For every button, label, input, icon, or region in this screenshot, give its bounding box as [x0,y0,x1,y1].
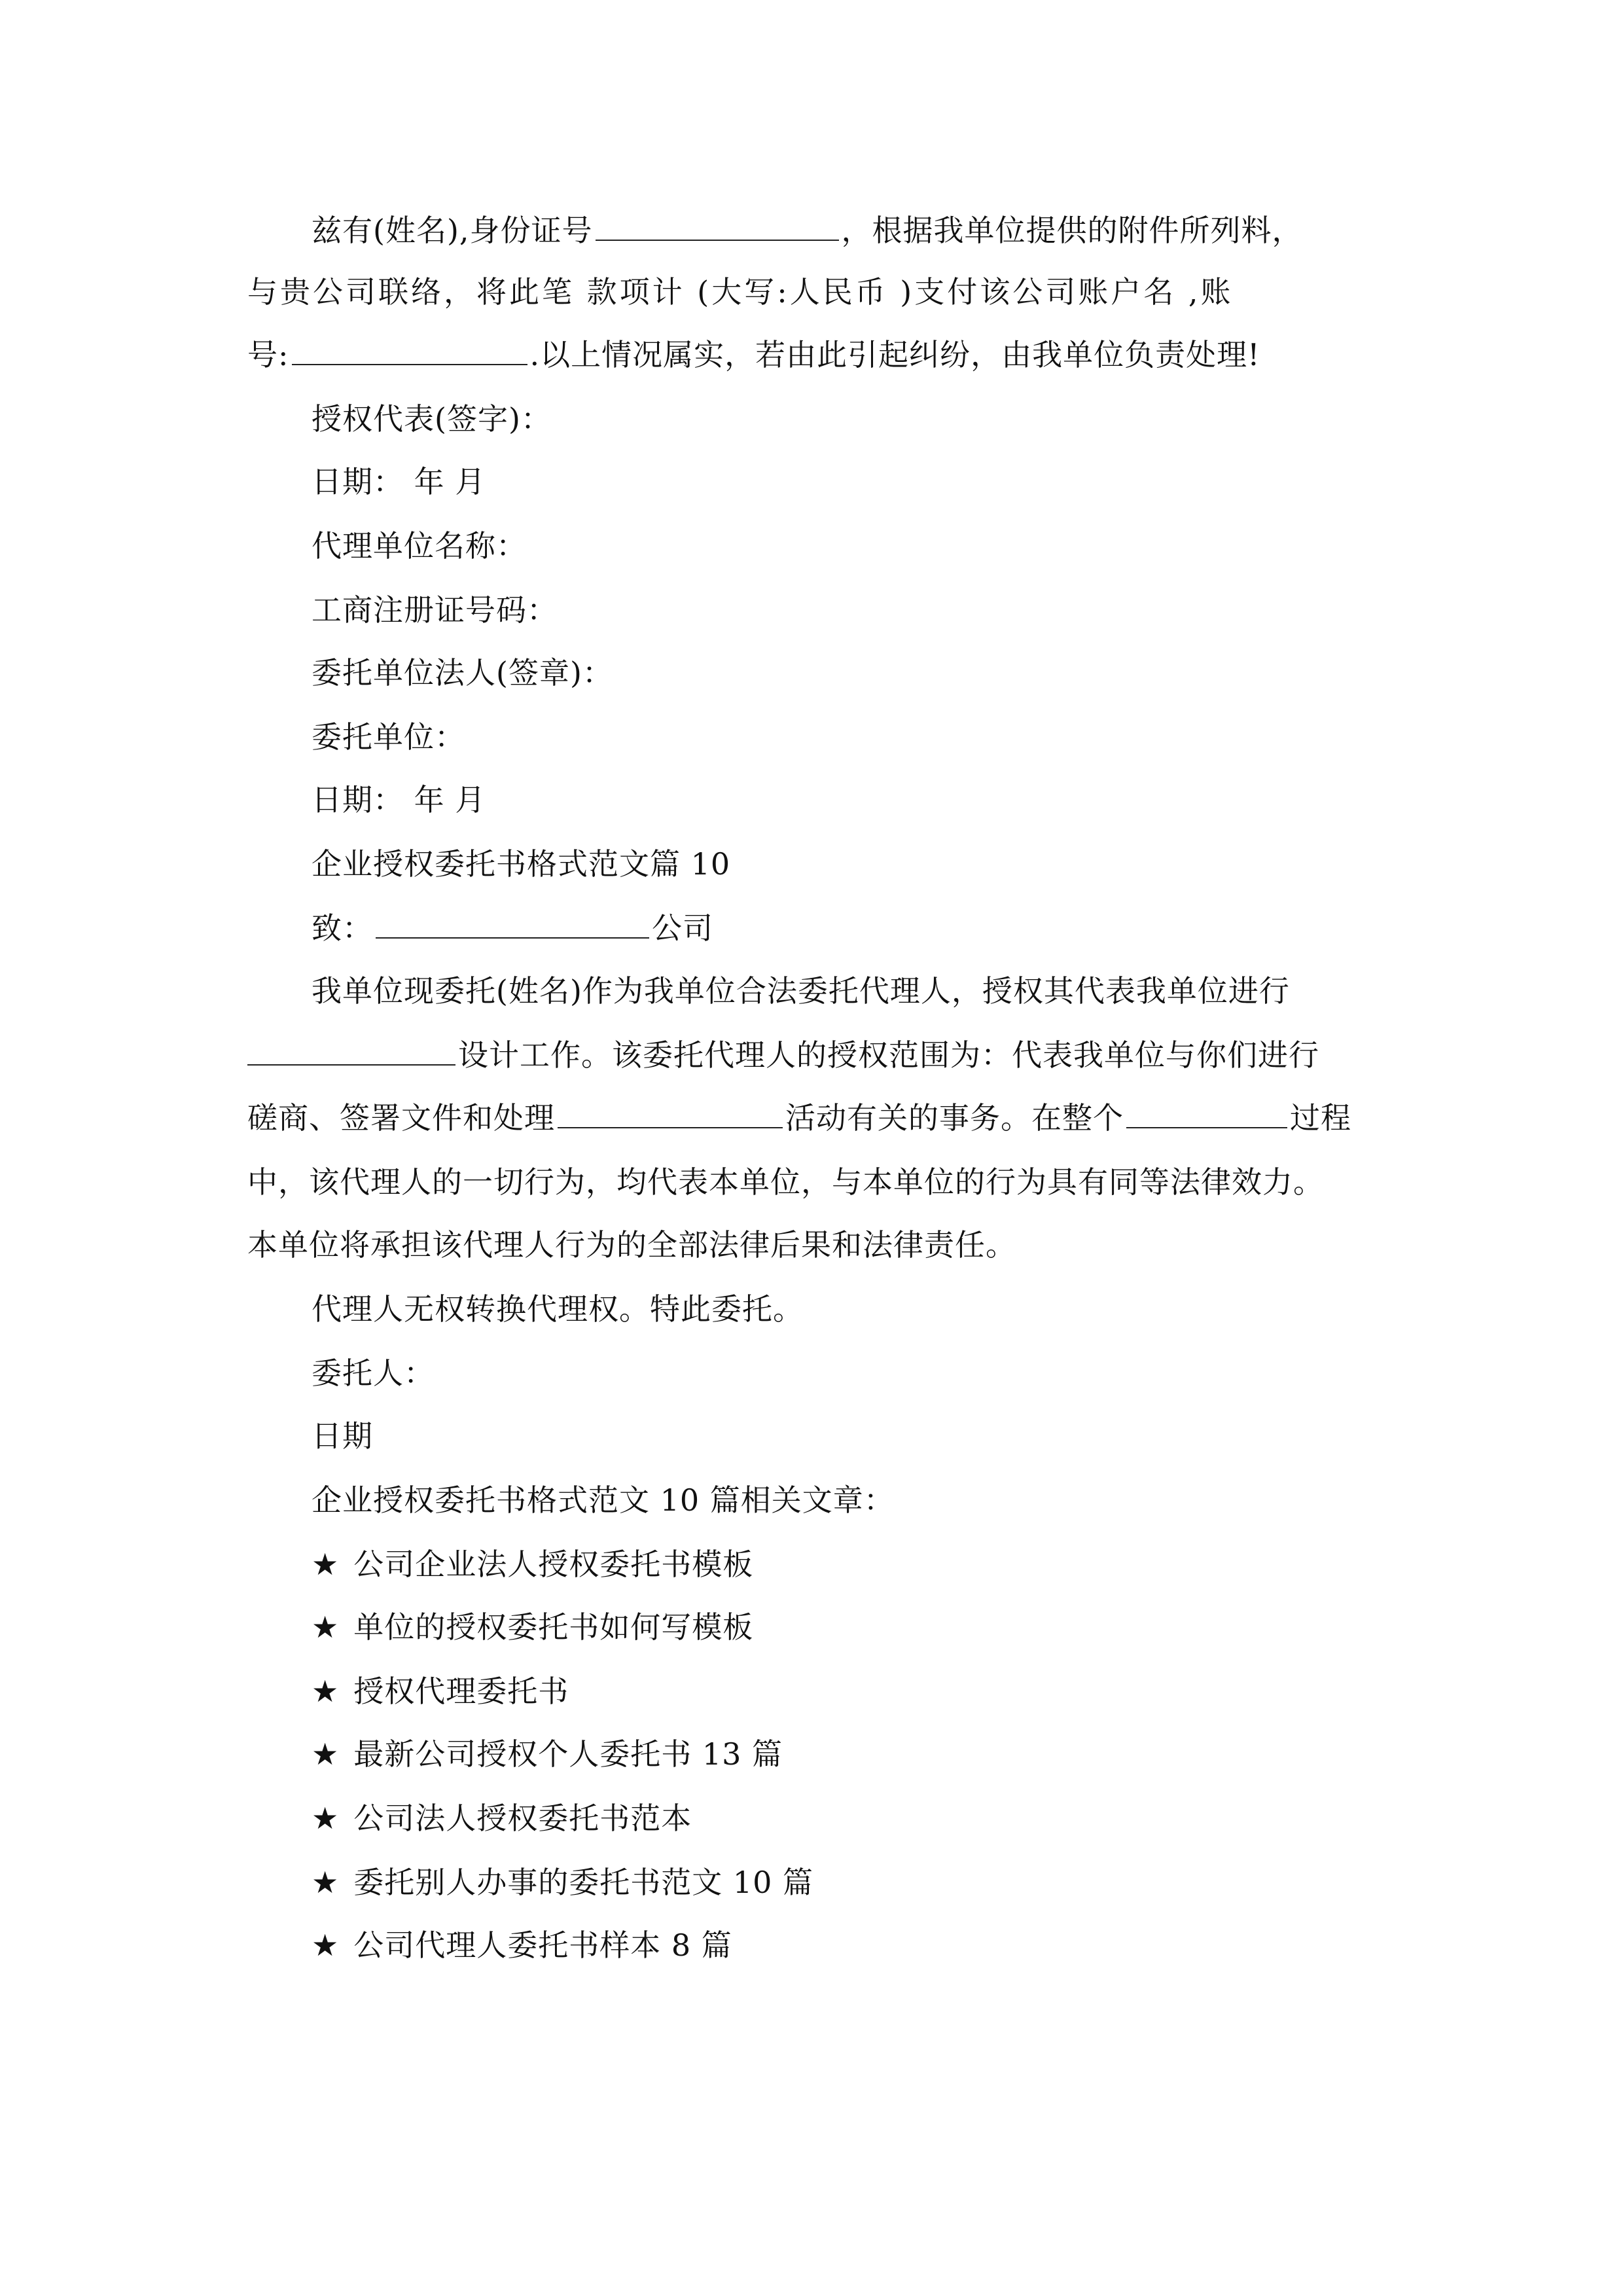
field-date-2: 日期： 年 月 [312,782,486,817]
id-number-blank [596,211,839,241]
paragraph-text: 号: [247,337,289,372]
paragraph-text: 过程 [1290,1100,1351,1136]
activity-blank [558,1098,783,1128]
process-blank [1126,1098,1287,1128]
field-agent-unit-name: 代理单位名称： [312,528,527,564]
star-icon: ★ [312,1928,340,1963]
related-link[interactable] [312,1672,569,1711]
related-link-label: 公司法人授权委托书范本 [353,1801,692,1836]
related-link[interactable] [312,1607,753,1647]
statement: 代理人无权转换代理权。特此委托。 [312,1291,804,1327]
related-link-label: 授权代理委托书 [353,1674,569,1709]
to-suffix: 公司 [652,910,713,946]
related-link[interactable] [312,1545,753,1584]
related-link-label: 公司企业法人授权委托书模板 [353,1547,754,1582]
project-blank [247,1035,455,1066]
field-entrusting-unit: 委托单位： [312,719,465,755]
to-prefix: 致： [312,910,373,946]
related-link-label: 委托别人办事的委托书范文 10 篇 [353,1865,814,1900]
paragraph-text: 与贵公司联络，将此笔 款项计 (大写:人民币 )支付该公司账户名 ,账 [247,274,1234,310]
related-link[interactable] [312,1734,783,1774]
paragraph-2-line-4: 中，该代理人的一切行为，均代表本单位，与本单位的行为具有同等法律效力。 [247,1164,1324,1200]
paragraph-2-line-5: 本单位将承担该代理人行为的全部法律后果和法律责任。 [247,1227,1016,1263]
paragraph-text: 设计工作。该委托代理人的授权范围为：代表我单位与你们进行 [458,1037,1319,1073]
paragraph-2-line-2 [247,1035,1319,1075]
to-line [312,908,713,948]
account-number-blank [292,335,527,365]
field-date-3: 日期 [312,1418,373,1454]
related-link-label: 公司代理人委托书样本 8 篇 [353,1928,732,1963]
paragraph-1-line-3 [247,335,1260,374]
star-icon: ★ [312,1609,340,1645]
paragraph-text: 活动有关的事务。在整个 [785,1100,1124,1136]
star-icon: ★ [312,1736,340,1772]
related-link-label: 最新公司授权个人委托书 13 篇 [353,1736,783,1772]
section-title: 企业授权委托书格式范文篇 10 [312,846,731,882]
paragraph-text: 磋商、签署文件和处理 [247,1100,555,1136]
paragraph-text: .以上情况属实，若由此引起纠纷，由我单位负责处理! [529,337,1260,372]
related-title: 企业授权委托书格式范文 10 篇相关文章： [312,1482,895,1518]
field-legal-person: 委托单位法人(签章)： [312,655,613,691]
field-date: 日期： 年 月 [312,464,486,499]
related-link-label: 单位的授权委托书如何写模板 [353,1609,754,1645]
paragraph-text: ，根据我单位提供的附件所列料， [841,213,1303,248]
star-icon: ★ [312,1865,340,1900]
related-link[interactable] [312,1863,813,1902]
paragraph-text: 兹有(姓名),身份证号 [312,213,593,248]
paragraph-1-line-2 [247,272,1234,312]
field-registration-number: 工商注册证号码： [312,592,558,628]
star-icon: ★ [312,1801,340,1836]
paragraph-2-line-3 [247,1098,1351,1138]
related-link[interactable] [312,1799,692,1838]
paragraph-1-line-1 [312,211,1303,250]
company-blank [376,908,649,939]
star-icon: ★ [312,1547,340,1582]
field-principal: 委托人： [312,1355,435,1391]
related-link[interactable] [312,1926,732,1965]
field-authorized-rep: 授权代表(签字)： [312,401,552,437]
paragraph-2-line-1: 我单位现委托(姓名)作为我单位合法委托代理人，授权其代表我单位进行 [312,973,1290,1009]
star-icon: ★ [312,1674,340,1709]
